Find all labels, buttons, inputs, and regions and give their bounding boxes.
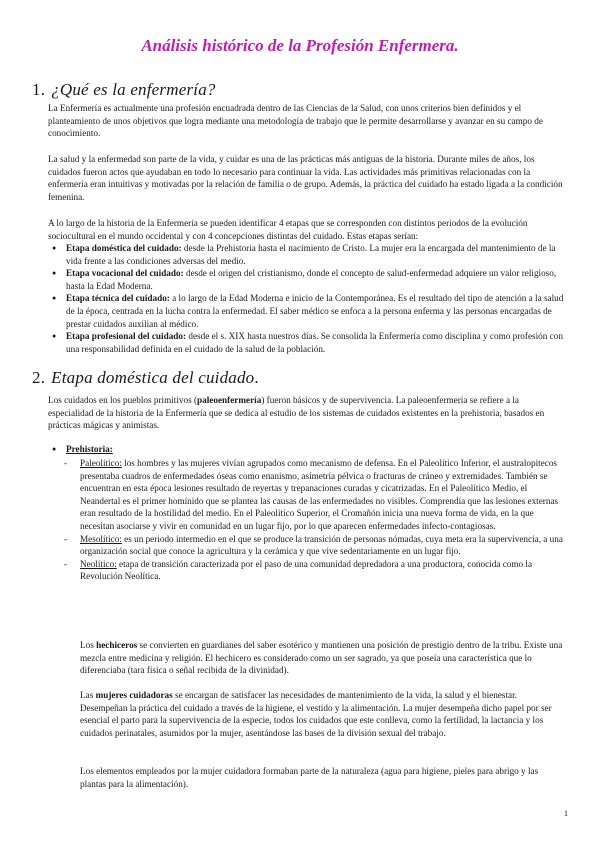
periods-list	[64, 457, 566, 583]
paragraph: Las mujeres cuidadoras se encargan de satisfacer las necesidades de mantenimiento de la vida, la salud y el bienestar. Desempeñan la práctica del cuidado a través de la higiene, el vestido y la alimentación. La mujer desempeña dicho papel por ser esencial el parto para la supervivencia de la especie, todos los cuidados que este conlleva, como la fertilidad, la lactancia y los cuidados perinatales, asumidos por la mujer, asentándose las bases de la división sexual del trabajo.	[80, 690, 552, 738]
list-item: - Mesolítico: es un periodo intermedio en el que se produce la transición de personas nómadas, cuya meta era la supervivencia, a una organización social que conoce la agricultura y la cerámica y que vive sedentariamente en un lugar fijo.	[64, 533, 566, 558]
paragraph: La Enfermería es actualmente una profesión encuadrada dentro de las Ciencias de la Salud, con unos criterios bien definidos y el planteamiento de unos objetivos que logra mediante una metodología de trabajo que le permite desarrollarse y avanzar en su campo de conocimiento.	[48, 103, 543, 139]
paragraph: Los elementos empleados por la mujer cuidadora formaban parte de la naturaleza (agua para higiene, pieles para abrigo y las plantas para la alimentación).	[80, 766, 539, 789]
document-title: Análisis histórico de la Profesión Enfermera.	[141, 36, 459, 55]
section-number: 2.	[32, 368, 46, 387]
paragraph: Los cuidados en los pueblos primitivos (paleoenfermería) fueron básicos y de supervivencia. La paleoenfermería se refiere a la especialidad de la historia de la Enfermería que se dedica al estudio de los sistemas de cuidados existentes en la prehistoria, basados en prácticas mágicas y animistas.	[48, 395, 545, 431]
prehistoria-list	[52, 443, 566, 456]
paragraph: Los hechiceros se convierten en guardianes del saber esotérico y mantienen una posición de prestigio dentro de la tribu. Existe una mezcla entre medicina y religión. El hechicero es considerado como un ser sagrado, ya que poseía una característica que lo diferenciaba (tara física o señal recibida de la divinidad).	[80, 640, 563, 676]
list-item: ● Etapa vocacional del cuidado: desde el origen del cristianismo, donde el concepto de salud-enfermedad adquiere un valor religioso, hasta la Edad Moderna.	[52, 267, 566, 292]
stages-list	[52, 242, 566, 355]
list-item: ● Etapa doméstica del cuidado: desde la Prehistoria hasta el nacimiento de Cristo. La mujer era la encargada del mantenimiento de la vida frente a las condiciones adversas del medio.	[52, 242, 566, 267]
section-heading-1	[32, 80, 216, 100]
paragraph: La salud y la enfermedad son parte de la vida, y cuidar es una de las prácticas más antiguas de la historia. Durante miles de años, los cuidados fueron actos que ayudaban en todo lo necesario para continuar la vida. Las actividades más primitivas relacionadas con la enfermería eran intuitivas y motivadas por la relación de familia o de grupo. Además, la práctica del cuidado ha estado ligada a la condición femenina.	[48, 154, 563, 202]
section-title: Etapa doméstica del cuidado	[51, 368, 255, 387]
paragraph: A lo largo de la historia de la Enfermería se pueden identificar 4 etapas que se corresponden con distintos periodos de la evolución sociocultural en el mundo occidental y con 4 concepciones distintas del cuidado. Estas etapas serían:	[48, 218, 528, 241]
section-number: 1.	[32, 80, 46, 99]
section-heading-2: 2. Etapa doméstica del cuidado.	[32, 368, 259, 387]
list-item: - Neolítico: etapa de transición caracterizada por el paso de una comunidad depredadora a una productora, conocida como la Revolución Neolítica.	[64, 558, 566, 583]
section-title: ¿Qué es la enfermería?	[51, 80, 216, 99]
page-number: 1	[564, 809, 568, 818]
list-item: ● Prehistoria:	[52, 443, 566, 456]
list-item: - Paleolítico: los hombres y las mujeres vivían agrupados como mecanismo de defensa. En el Paleolítico Inferior, el australopitecos presentaba cuadros de enfermedades óseas como enanismo, asimetría pélvica o fracturas de cráneo y extremidades. También se encuentran en esta época lesiones resultado de reyertas y trepanaciones curadas y cicatrizadas. En el Paleolítico Medio, el Neandertal es el primer homínido que se plantea las causas de las enfermedades no visibles. Comprendía que las lesiones externas eran resultado de la hostilidad del medio. En el Paleolítico Superior, el Cromañón inicia una nueva forma de vida, en la que necesitan asociarse y vivir en comunidad en un lugar fijo, por lo que aparecen enfermedades infecto-contagiosas.	[64, 457, 566, 533]
list-item: ● Etapa profesional del cuidado: desde el s. XIX hasta nuestros días. Se consolida la Enfermería como disciplina y como profesión con una responsabilidad definida en el cuidado de la salud de la población.	[52, 330, 566, 355]
list-item: ● Etapa técnica del cuidado: a lo largo de la Edad Moderna e inicio de la Contemporánea. Es el resultado del tipo de atención a la salud de la época, centrada en la lucha contra la enfermedad. El saber médico se enfoca a la persona enferma y las personas encargadas de prestar cuidados auxilian al médico.	[52, 292, 566, 330]
